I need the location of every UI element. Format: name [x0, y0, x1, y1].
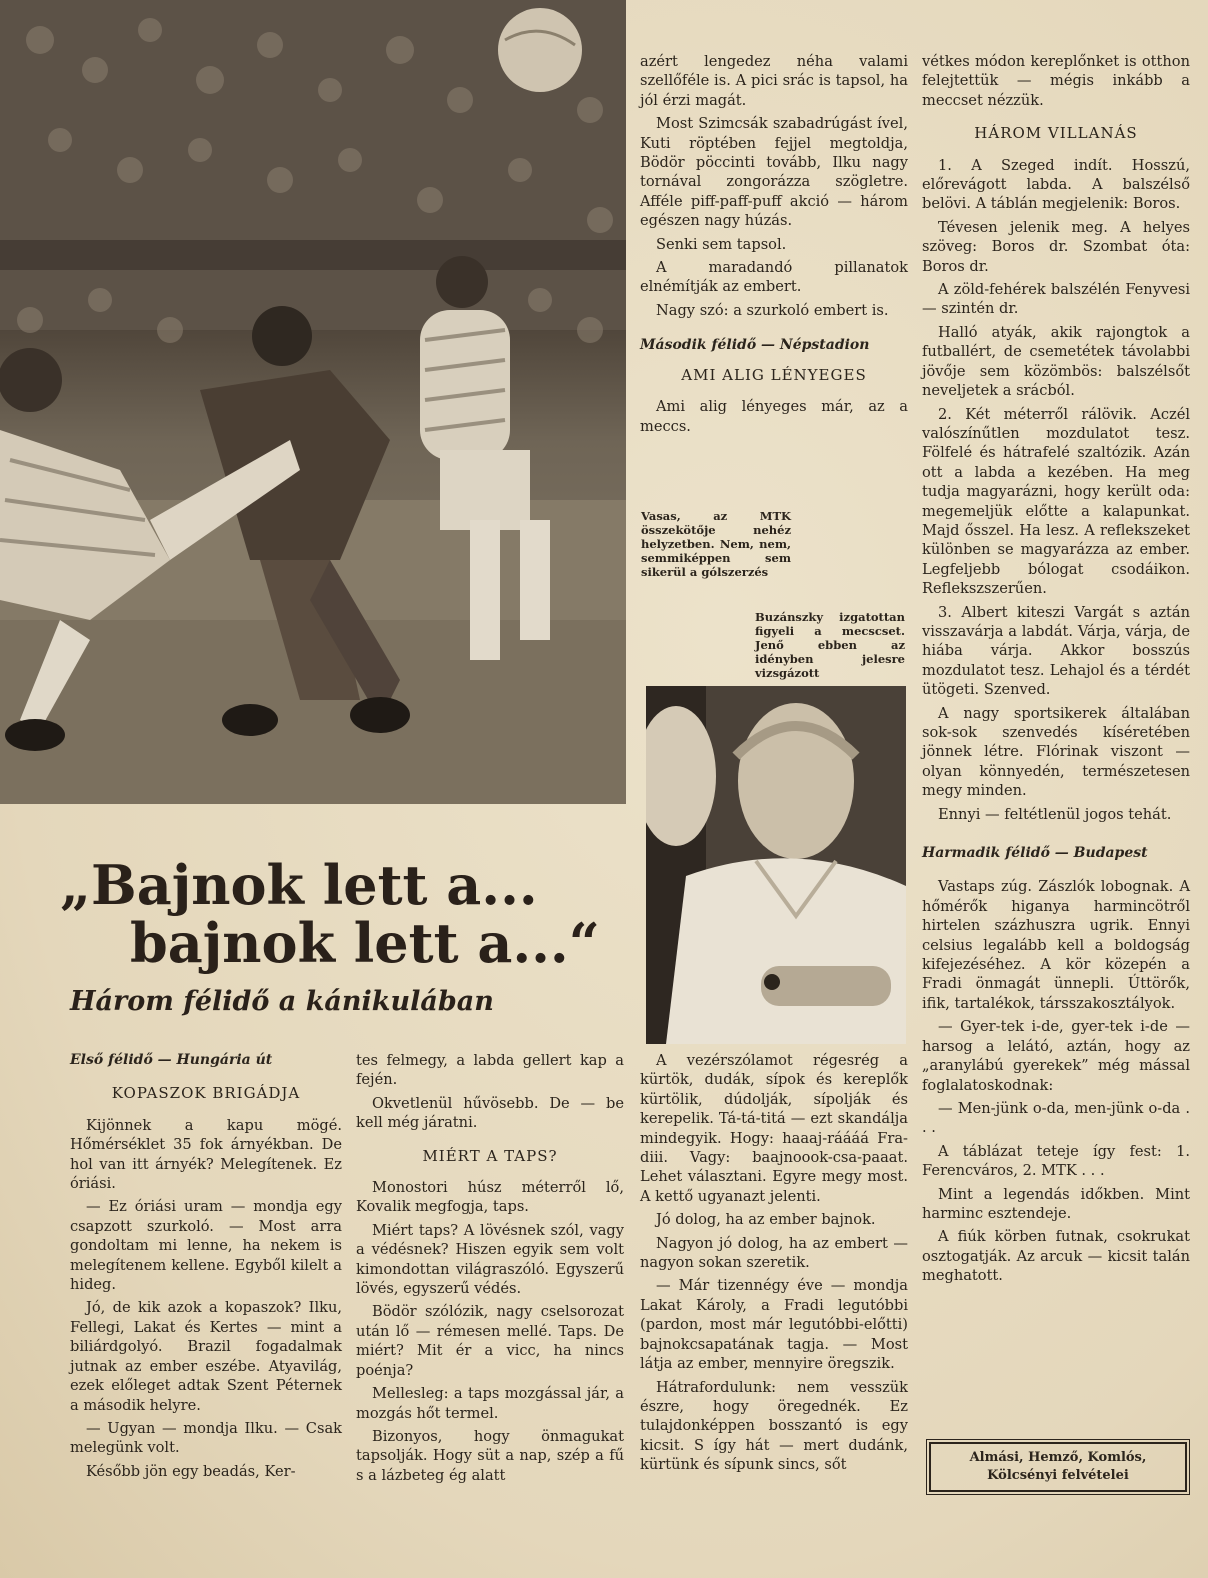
- paragraph: Hátrafordulunk: nem vesszük észre, hogy öregednék. Ez tulajdonképpen bosszantó is egy kicsit. S így hát — mert dudánk, kürtünk és sípunk sincs, sőt: [640, 1378, 908, 1474]
- column-3-bottom: [640, 1051, 908, 1479]
- subhead: MIÉRT A TAPS?: [422, 1146, 558, 1165]
- subhead: AMI ALIG LÉNYEGES: [681, 365, 867, 384]
- paragraph: Jó, de kik azok a kopaszok? Ilku, Fellegi, Lakat és Kertes — mint a biliárdgolyó. Brazil fogadalmak jutnak az ember eszébe. Atyavilág, ezek előleget adtak Szent Péternek a második helyre.: [70, 1299, 342, 1414]
- paragraph: A zöld-fehérek balszélén Fenyvesi — szintén dr.: [922, 281, 1190, 318]
- paragraph: Nagy szó: a szurkoló embert is.: [656, 301, 889, 319]
- column-4: [922, 52, 1190, 1290]
- paragraph: 2. Két méterről rálövik. Aczél valószínűtlen mozdulatot tesz. Fölfelé és hátrafelé szaltózik. Azán ott a labda a kezében. Ha meg tudja magyarázni, hogy került oda: megemeljük előtte a kalapunkat. Majd ősszel. Ha lesz. A reflekszeket különben se magyarázza az ember. Legfeljebb bólogat csodáikon. Reflekszszerűen.: [922, 405, 1190, 598]
- article-headline: [60, 853, 660, 975]
- paragraph: A nagy sportsikerek általában sok-sok szenvedés kíséretében jönnek létre. Flórinak viszont — olyan könnyedén, természetesen megy minden.: [922, 704, 1190, 800]
- paragraph: azért lengedez néha valami szellőféle is. A pici srác is tapsol, ha jól érzi magát.: [640, 53, 908, 109]
- paragraph: A fiúk körben futnak, csokrukat osztogatják. Az arcuk — kicsit talán meghatott.: [922, 1228, 1190, 1285]
- paragraph: Bödör szólózik, nagy cselsorozat után lő — rémesen mellé. Taps. De miért? Mit ér a vicc, ha nincs poénja?: [356, 1303, 624, 1379]
- section-label: Első félidő — Hungária út: [70, 1052, 273, 1068]
- section-label: Harmadik félidő — Budapest: [922, 845, 1148, 862]
- paragraph: Vastaps zúg. Zászlók lobognak. A hőmérők higanya harmincötről hirtelen százhuszra ugrik. Ennyi celsius legalább kell a boldogság kifejezéséhez. A kör közepén a Fradi önmagát ünnepli. Úttörők, ifik, tartalékok, társszakosztályok.: [922, 878, 1190, 1012]
- subhead: HÁROM VILLANÁS: [974, 124, 1138, 143]
- football-action-illustration: [0, 0, 626, 804]
- paragraph: Ami alig lényeges már, az a meccs.: [640, 398, 908, 435]
- paragraph: Ennyi — feltétlenül jogos tehát.: [938, 805, 1172, 823]
- article-subheadline: Három félidő a kánikulában: [70, 986, 494, 1017]
- paragraph: Nagyon jó dolog, ha az embert — nagyon sokan szeretik.: [640, 1234, 908, 1272]
- paragraph: — Gyer-tek i-de, gyer-tek i-de — harsog a lelátó, aztán, hogy az „aranylábú gyerekek” még mással foglalatoskodnak:: [922, 1018, 1190, 1094]
- section-label: Második félidő — Népstadion: [640, 337, 870, 354]
- paragraph: A maradandó pillanatok elnémítják az embert.: [640, 259, 908, 296]
- paragraph: Okvetlenül hűvösebb. De — be kell még járatni.: [356, 1094, 624, 1132]
- column-1: [70, 1051, 342, 1485]
- paragraph: — Már tizennégy éve — mondja Lakat Károly, a Fradi legutóbbi (pardon, most már legutóbbi-előtti) bajnokcsapatának tagja. — Most látja az ember, mennyire öregszik.: [640, 1277, 908, 1373]
- paragraph: A vezérszólamot régesrég a kürtök, dudák, sípok és kereplők kürtölik, dúdolják, sípolják és kerepelik. Tá-tá-titá — ezt skandálja mindegyik. Hogy: haaaj-ráááá Fra-diii. Vagy: baajnoook-csa-paaat. Lehet választani. Egyre megy most. A kettő ugyanazt jelenti.: [640, 1052, 908, 1205]
- headline-line-1: „Bajnok lett a...: [60, 853, 538, 917]
- column-2: [356, 1051, 624, 1489]
- paragraph: 1. A Szeged indít. Hosszú, előrevágott labda. A balszélső belövi. A táblán megjelenik: Boros.: [922, 156, 1190, 213]
- subhead: KOPASZOK BRIGÁDJA: [111, 1084, 301, 1103]
- paragraph: Halló atyák, akik rajongtok a futballért, de csemetétek távolabbi jövője sem közömbös: balszélsőt neveljetek a srácból.: [922, 323, 1190, 400]
- paragraph: A táblázat teteje így fest: 1. Ferencváros, 2. MTK . . .: [922, 1142, 1190, 1180]
- paragraph: Bizonyos, hogy önmagukat tapsolják. Hogy süt a nap, szép a fű s a lázbeteg ég alatt: [356, 1427, 624, 1484]
- column-3-top: [640, 52, 908, 440]
- paragraph: — Men-jünk o-da, men-jünk o-da . . .: [922, 1099, 1190, 1137]
- paragraph: Később jön egy beadás, Ker-: [86, 1462, 296, 1480]
- headline-line-2: bajnok lett a...“: [130, 911, 600, 975]
- paragraph: Jó dolog, ha az ember bajnok.: [656, 1211, 876, 1229]
- portrait-illustration: [646, 686, 906, 1044]
- credit-line-2: Kölcsényi felvételei: [987, 1468, 1129, 1483]
- paragraph: Mellesleg: a taps mozgással jár, a mozgás hőt termel.: [356, 1385, 624, 1422]
- paragraph: 3. Albert kiteszi Vargát s aztán visszavárja a labdát. Várja, várja, de hiába várja. Akkor bosszús mozdulatot tesz. Lehajol és a térdét ütögeti. Szenved.: [922, 603, 1190, 699]
- paragraph: — Ugyan — mondja Ilku. — Csak melegünk volt.: [70, 1419, 342, 1457]
- paragraph: Senki sem tapsol.: [656, 235, 787, 253]
- paragraph: Monostori húsz méterről lő, Kovalik megfogja, taps.: [356, 1179, 624, 1216]
- paragraph: vétkes módon kereplőnket is otthon felejtettük — mégis inkább a meccset nézzük.: [922, 53, 1190, 109]
- paragraph: tes felmegy, a labda gellert kap a fején.: [356, 1052, 624, 1089]
- spectator-portrait-photo: [646, 686, 906, 1044]
- paragraph: Tévesen jelenik meg. A helyes szöveg: Boros dr. Szombat óta: Boros dr.: [922, 218, 1190, 275]
- photo-caption-2: Buzánszky izgatottan figyeli a mecscset. Jenő ebben az idényben jelesre vizsgázott: [755, 610, 905, 680]
- credit-line-1: Almási, Hemző, Komlós,: [969, 1450, 1147, 1465]
- photo-caption-1: Vasas, az MTK összekötője nehéz helyzetben. Nem, nem, semmiképpen sem sikerül a gólszerzés: [641, 509, 791, 579]
- paragraph: Mint a legendás időkben. Mint harminc esztendeje.: [922, 1185, 1190, 1222]
- paragraph: Miért taps? A lövésnek szól, vagy a védésnek? Hiszen egyik sem volt kimondottan világraszóló. Egyszerű lövés, egyszerű védés.: [356, 1221, 624, 1298]
- photo-credit-box: [929, 1442, 1187, 1492]
- football-action-photo: [0, 0, 626, 804]
- paragraph: Most Szimcsák szabadrúgást ível, Kuti röptében fejjel megtoldja, Bödör pöccinti tovább, Ilku nagy tornával zongorázza szögletre. Afféle piff-paff-puff akció — három egészen nagy húzás.: [640, 115, 908, 230]
- paragraph: Kijönnek a kapu mögé. Hőmérséklet 35 fok árnyékban. De hol van itt árnyék? Melegítenek. Ez óriási.: [70, 1116, 342, 1193]
- paragraph: — Ez óriási uram — mondja egy csapzott szurkoló. — Most arra gondoltam mi lenne, ha nekem is melegítenem kellene. Egyből kilelt a hideg.: [70, 1198, 342, 1294]
